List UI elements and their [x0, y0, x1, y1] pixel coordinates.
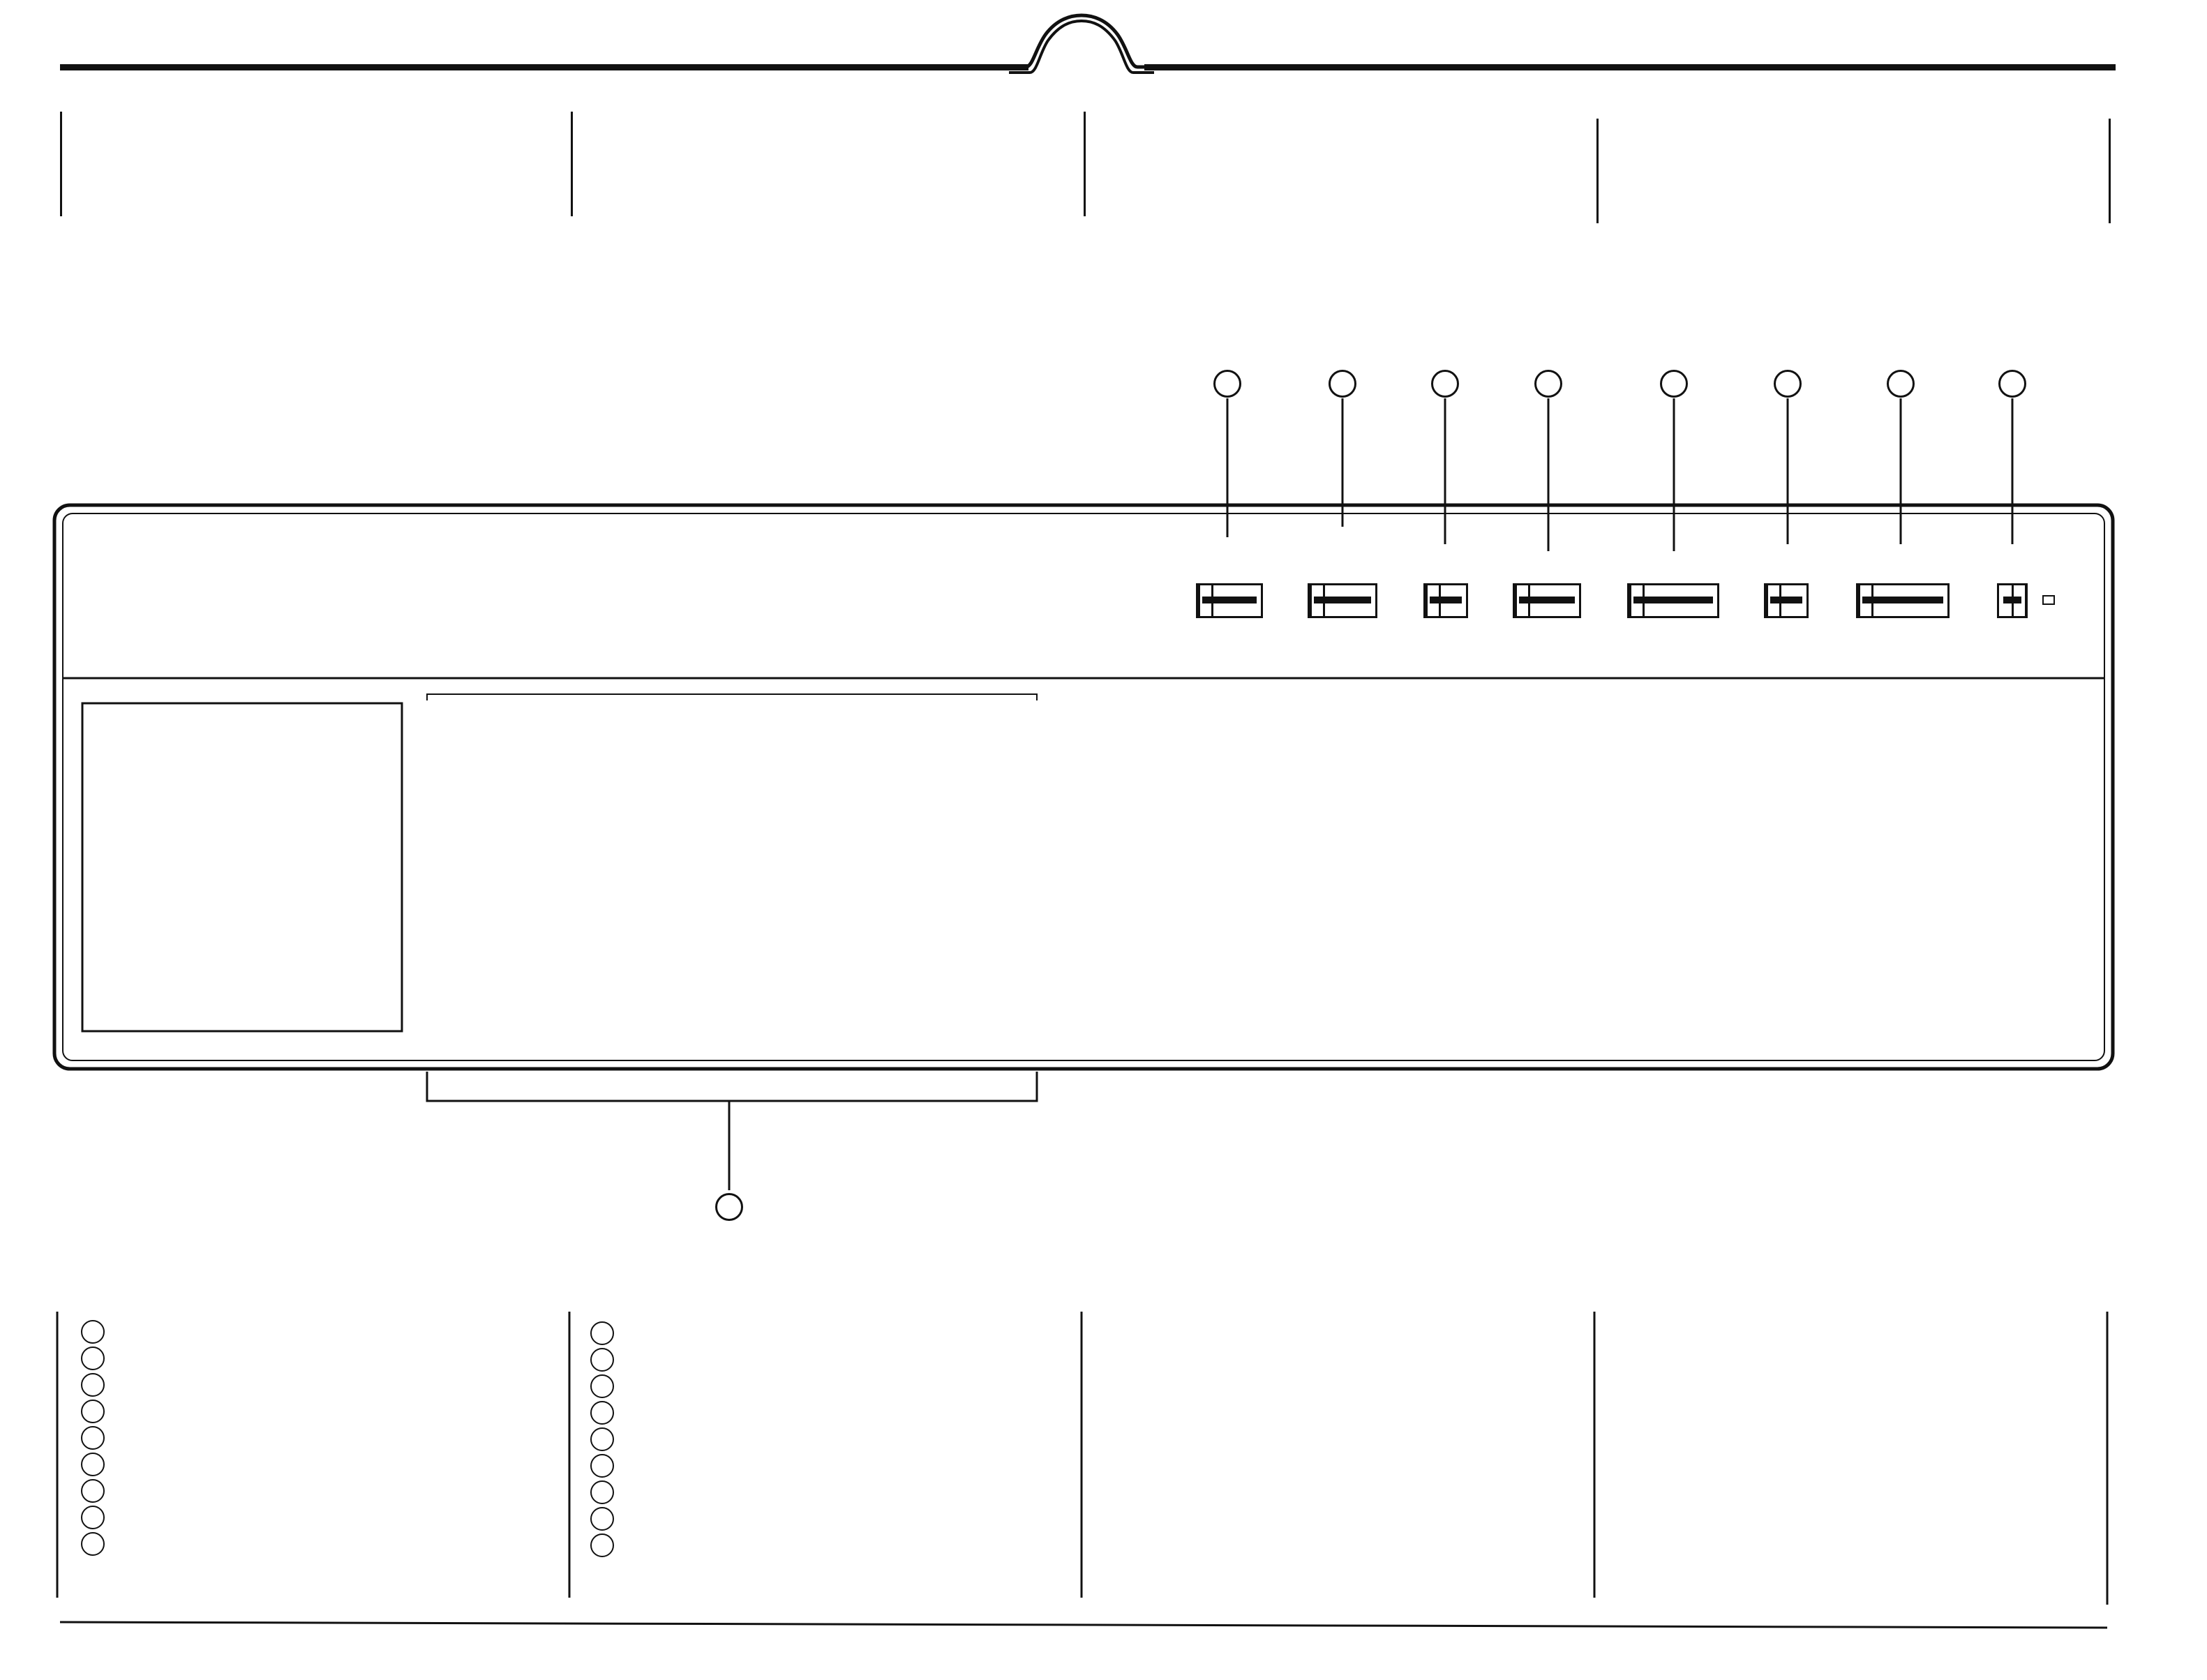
item-number — [590, 1348, 614, 1372]
item-number — [81, 1453, 105, 1476]
list-item — [81, 1503, 114, 1529]
list-item — [590, 1504, 624, 1531]
rhythm-selector[interactable] — [1627, 583, 1719, 618]
item-number — [81, 1400, 105, 1423]
slider-knob[interactable] — [1198, 583, 1213, 618]
list-item — [81, 1423, 114, 1450]
item-number — [590, 1374, 614, 1398]
accompaniment-volume-slider[interactable] — [1308, 583, 1377, 618]
slider-knob[interactable] — [1629, 583, 1645, 618]
auto-bass-chord-switch[interactable] — [1423, 583, 1468, 618]
item-number — [81, 1426, 105, 1450]
list-item — [590, 1319, 624, 1345]
item-number — [81, 1506, 105, 1529]
orchestra-voice-selector[interactable] — [1856, 583, 1950, 618]
slider-knob[interactable] — [2012, 583, 2027, 618]
list-item — [81, 1529, 114, 1556]
slider-knob[interactable] — [1426, 583, 1441, 618]
list-item — [590, 1345, 624, 1372]
master-volume-slider[interactable] — [1196, 583, 1263, 618]
item-number — [81, 1532, 105, 1556]
item-number — [590, 1401, 614, 1425]
item-number — [81, 1347, 105, 1370]
legend-german — [590, 1319, 624, 1557]
item-number — [590, 1480, 614, 1504]
list-item — [81, 1317, 114, 1344]
tempo-slider[interactable] — [1513, 583, 1581, 618]
list-item — [81, 1344, 114, 1370]
sustain-switch[interactable] — [1764, 583, 1809, 618]
list-item — [590, 1425, 624, 1451]
slider-knob[interactable] — [1766, 583, 1781, 618]
list-item — [590, 1531, 624, 1557]
list-item — [590, 1398, 624, 1425]
item-number — [590, 1454, 614, 1478]
item-number — [590, 1427, 614, 1451]
power-switch[interactable] — [1997, 583, 2028, 618]
item-number — [81, 1373, 105, 1397]
list-item — [590, 1372, 624, 1398]
list-item — [81, 1397, 114, 1423]
list-item — [590, 1451, 624, 1478]
list-item — [590, 1478, 624, 1504]
item-number — [81, 1479, 105, 1503]
item-number — [590, 1321, 614, 1345]
list-item — [81, 1370, 114, 1397]
item-number — [81, 1320, 105, 1344]
legend-english — [81, 1317, 114, 1556]
list-item — [81, 1476, 114, 1503]
list-item — [81, 1450, 114, 1476]
slider-knob[interactable] — [1515, 583, 1530, 618]
item-number — [590, 1507, 614, 1531]
item-number — [590, 1533, 614, 1557]
slider-knob[interactable] — [1858, 583, 1873, 618]
slider-knob[interactable] — [1310, 583, 1325, 618]
